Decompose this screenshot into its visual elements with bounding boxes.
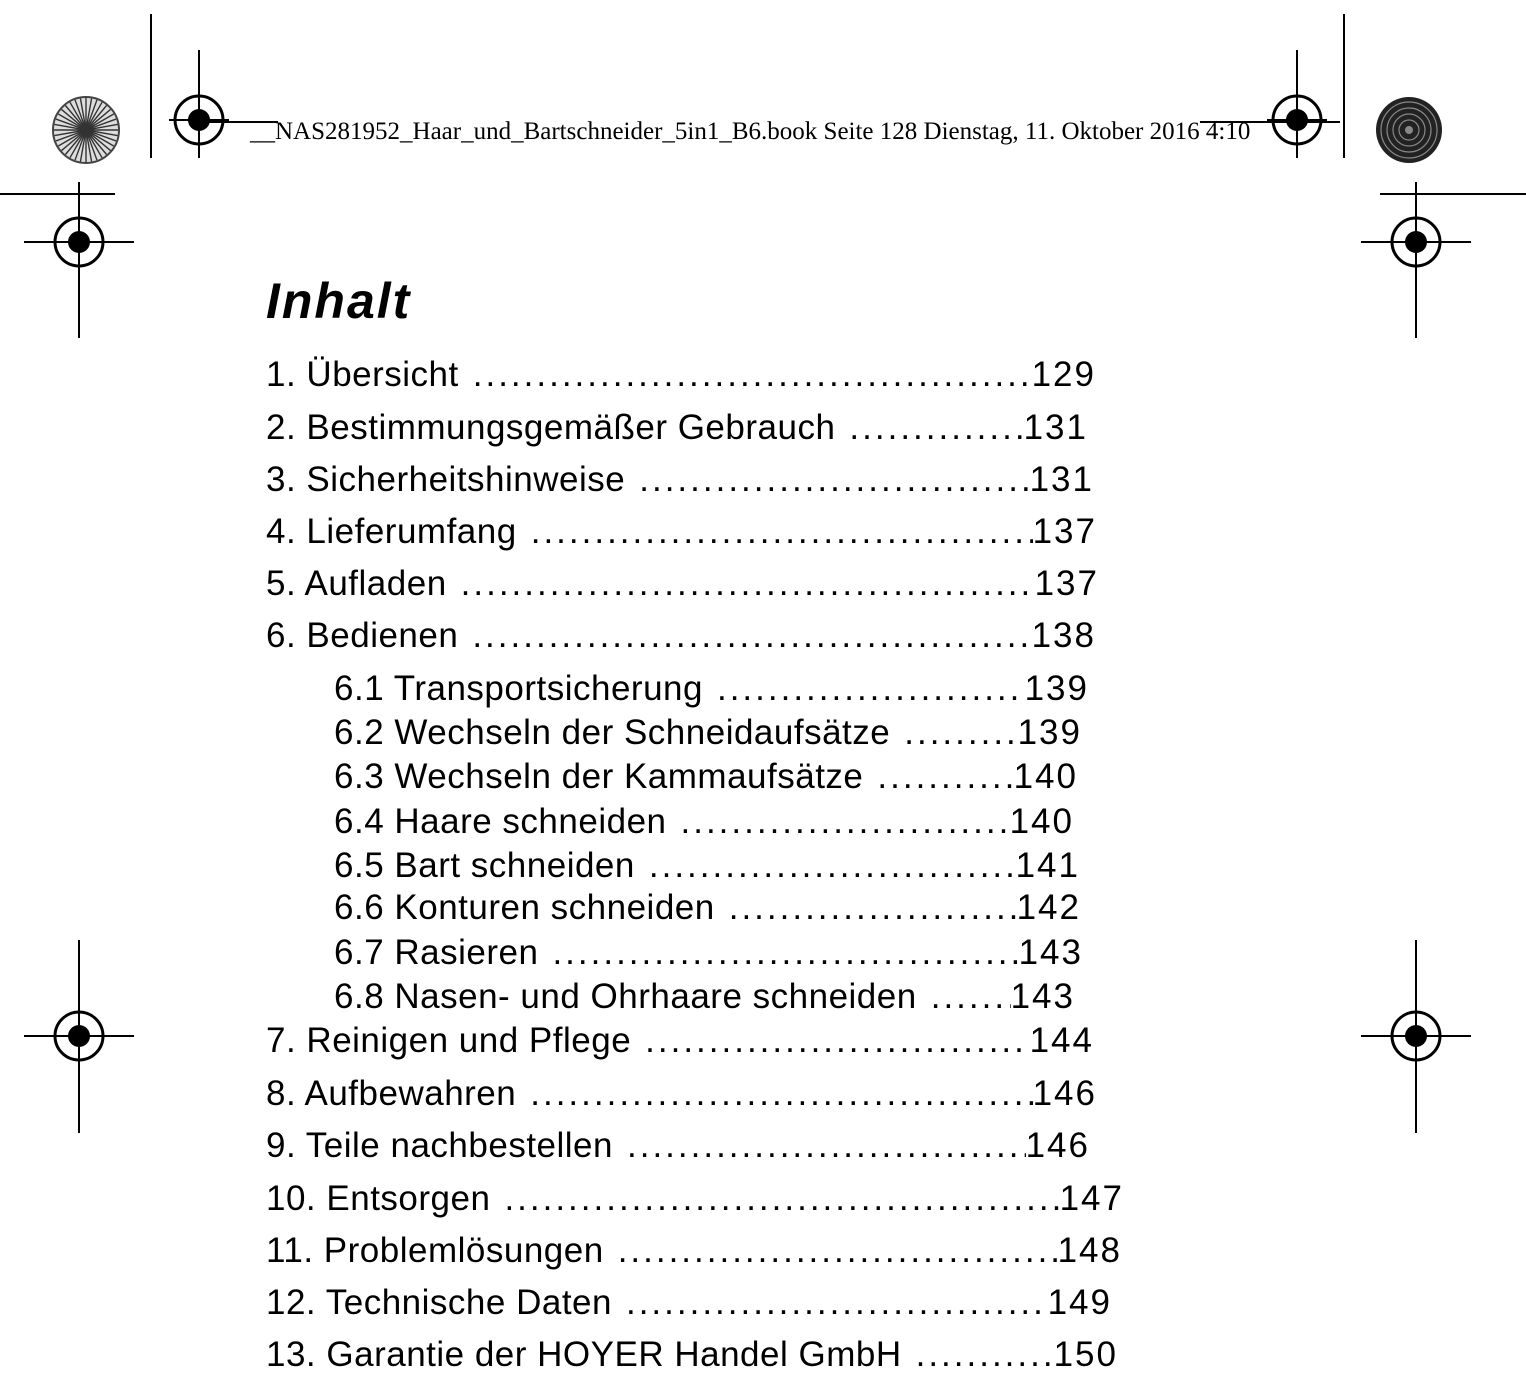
toc-leader [877, 757, 1013, 797]
toc-entry-label: 6.7 Rasieren [334, 933, 539, 972]
toc-entry-page: 131 [1023, 408, 1088, 447]
toc-leader [681, 802, 1010, 842]
toc-entry-label: 6.2 Wechseln der Schneidaufsätze [334, 713, 891, 752]
toc-entry-6-2 [334, 713, 1082, 753]
toc-entry-1 [266, 355, 1096, 395]
toc-entry-label: 3. Sicherheitshinweise [266, 460, 626, 499]
toc-entry-3 [266, 460, 1094, 500]
toc-leader [473, 355, 1032, 395]
toc-entry-label: 13. Garantie der HOYER Handel GmbH [266, 1335, 902, 1374]
toc-entry-label: 5. Aufladen [266, 564, 447, 603]
toc-leader [916, 1335, 1054, 1375]
toc-entry-page: 147 [1059, 1179, 1124, 1218]
toc-entry-label: 4. Lieferumfang [266, 512, 517, 551]
toc-entry-page: 149 [1047, 1283, 1112, 1322]
print-file-header: __NAS281952_Haar_und_Bartschneider_5in1_B6.book Seite 128 Dienstag, 11. Oktober 2016 4:10 [250, 118, 1251, 145]
toc-entry-10 [266, 1179, 1124, 1219]
toc-leader [849, 408, 1023, 448]
toc-entry-page: 129 [1031, 355, 1096, 394]
toc-entry-11 [266, 1231, 1122, 1271]
toc-entry-label: 6.1 Transportsicherung [334, 669, 703, 708]
toc-entry-7 [266, 1021, 1094, 1061]
toc-entry-6-1 [334, 669, 1089, 709]
toc-entry-label: 6. Bedienen [266, 616, 459, 655]
toc-leader [729, 888, 1017, 928]
toc-leader [504, 1179, 1059, 1219]
toc-entry-label: 6.4 Haare schneiden [334, 802, 667, 841]
toc-entry-page: 139 [1017, 713, 1082, 752]
toc-leader [639, 460, 1029, 500]
toc-entry-label: 6.8 Nasen- und Ohrhaare schneiden [334, 977, 917, 1016]
toc-entry-page: 143 [1018, 933, 1083, 972]
toc-entry-page: 148 [1057, 1231, 1122, 1270]
toc-entry-page: 146 [1032, 1074, 1097, 1113]
toc-entry-2 [266, 408, 1088, 448]
toc-entry-label: 2. Bestimmungsgemäßer Gebrauch [266, 408, 836, 447]
toc-entry-13 [266, 1335, 1118, 1375]
toc-entry-4 [266, 512, 1097, 552]
toc-entry-6-7 [334, 933, 1083, 973]
toc-entry-6-8 [334, 977, 1075, 1017]
toc-entry-page: 143 [1010, 977, 1075, 1016]
toc-leader [552, 933, 1018, 973]
toc-entry-label: 6.5 Bart schneiden [334, 846, 635, 885]
toc-entry-label: 10. Entsorgen [266, 1179, 491, 1218]
toc-entry-page: 137 [1034, 564, 1099, 603]
toc-leader [904, 713, 1017, 753]
toc-entry-page: 139 [1024, 669, 1089, 708]
toc-entry-page: 137 [1032, 512, 1097, 551]
toc-entry-6-3 [334, 757, 1078, 797]
toc-leader [461, 564, 1035, 604]
toc-leader [649, 846, 1016, 886]
toc-entry-6-5 [334, 846, 1080, 886]
toc-entry-label: 9. Teile nachbestellen [266, 1126, 613, 1165]
toc-entry-12 [266, 1283, 1112, 1323]
toc-entry-label: 12. Technische Daten [266, 1283, 612, 1322]
toc-entry-label: 8. Aufbewahren [266, 1074, 517, 1113]
toc-entry-9 [266, 1126, 1090, 1166]
toc-leader [645, 1021, 1029, 1061]
toc-entry-page: 144 [1029, 1021, 1094, 1060]
toc-entry-label: 11. Problemlösungen [266, 1231, 604, 1270]
toc-leader [627, 1126, 1026, 1166]
toc-leader [626, 1283, 1048, 1323]
page-title: Inhalt [266, 273, 412, 329]
toc-entry-page: 146 [1025, 1126, 1090, 1165]
toc-entry-page: 142 [1016, 888, 1081, 927]
toc-entry-6-6 [334, 888, 1081, 928]
toc-entry-page: 150 [1053, 1335, 1118, 1374]
toc-entry-label: 6.3 Wechseln der Kammaufsätze [334, 757, 864, 796]
toc-entry-label: 1. Übersicht [266, 355, 459, 394]
toc-entry-8 [266, 1074, 1097, 1114]
toc-entry-page: 140 [1009, 802, 1074, 841]
toc-entry-6 [266, 616, 1096, 656]
toc-leader [618, 1231, 1058, 1271]
toc-entry-page: 138 [1031, 616, 1096, 655]
toc-entry-5 [266, 564, 1099, 604]
toc-entry-page: 131 [1029, 460, 1094, 499]
toc-entry-page: 141 [1015, 846, 1080, 885]
toc-leader [530, 1074, 1032, 1114]
toc-leader [931, 977, 1011, 1017]
toc-entry-label: 6.6 Konturen schneiden [334, 888, 715, 927]
toc-leader [531, 512, 1033, 552]
toc-entry-6-4 [334, 802, 1074, 842]
toc-entry-label: 7. Reinigen und Pflege [266, 1021, 632, 1060]
toc-leader [717, 669, 1025, 709]
toc-leader [472, 616, 1031, 656]
toc-entry-page: 140 [1013, 757, 1078, 796]
